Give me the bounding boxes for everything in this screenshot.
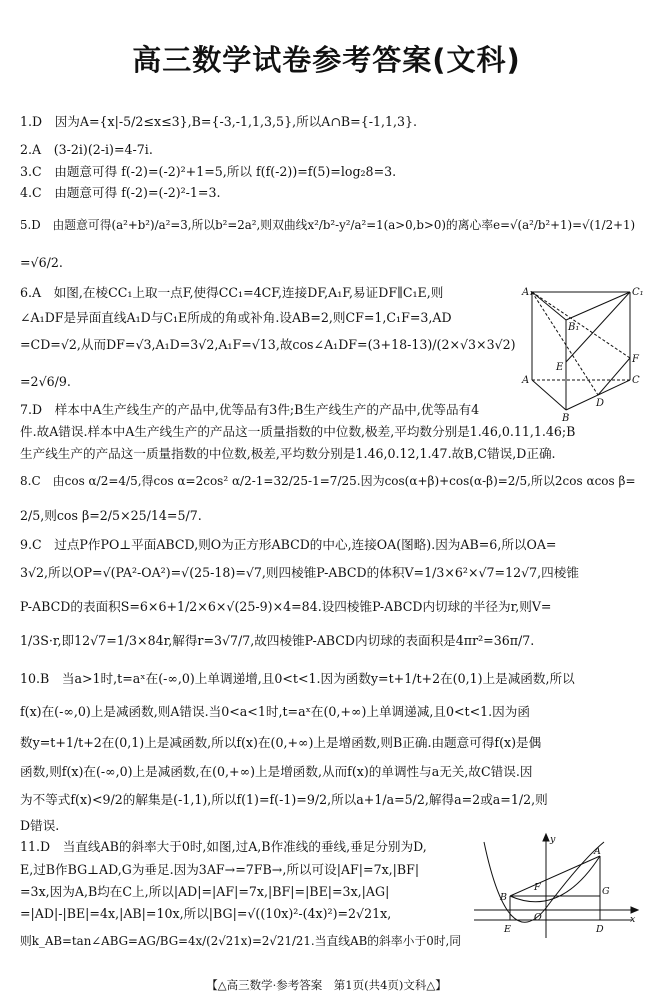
label-x: x <box>630 914 636 925</box>
answer-line: =|AD|-|BE|=4x,|AB|=10x,所以|BG|=√((10x)²-(4x)²)=2√21x, <box>20 906 392 921</box>
label-b: B <box>562 413 570 424</box>
label-c: C <box>632 375 640 386</box>
answer-line: =√6/2. <box>20 255 63 270</box>
answer-line: 件.故A错误.样本中A生产线生产的产品这一质量指数的中位数,极差,平均数分别是1.46,0.11,1.46;B <box>20 424 576 439</box>
prism-figure <box>522 282 642 422</box>
label-f: F <box>534 882 541 893</box>
answer-line: 3.C 由题意可得 f(-2)=(-2)²+1=5,所以 f(f(-2))=f(5)=log₂8=3. <box>20 164 397 179</box>
label-c1: C₁ <box>632 287 644 298</box>
parabola-figure <box>470 832 642 944</box>
answer-line: f(x)在(-∞,0)上是减函数,则A错误.当0<a<1时,t=aˣ在(0,+∞)上单调递减,且0<t<1.因为函 <box>20 704 530 719</box>
edge-b1c1 <box>566 292 630 320</box>
answer-line: 为不等式f(x)<9/2的解集是(-1,1),所以f(1)=f(-1)=9/2,所以a+1/a=5/2,解得a=2或a=1/2,则 <box>20 792 548 807</box>
answer-line: D错误. <box>20 818 60 833</box>
answer-line: 1/3S·r,即12√7=1/3×84r,解得r=3√7/7,故四棱锥P-ABCD内切球的表面积是4πr²=36π/7. <box>20 633 535 648</box>
answer-line: 2/5,则cos β=2/5×25/14=5/7. <box>20 508 202 523</box>
answer-line: 2.A (3-2i)(2-i)=4-7i. <box>20 142 153 157</box>
answer-line: 则k_AB=tan∠ABG=AG/BG=4x/(2√21x)=2√21/21.当直线AB的斜率小于0时,同 <box>20 934 462 948</box>
answer-line: 8.C 由cos α/2=4/5,得cos α=2cos² α/2-1=32/25-1=7/25.因为cos(α+β)+cos(α-β)=2/5,所以2cos αcos β= <box>20 474 636 488</box>
answer-line: 函数,则f(x)在(-∞,0)上是减函数,在(0,+∞)上是增函数,从而f(x)的单调性与a无关,故C错误.因 <box>20 764 533 779</box>
edge-a1b1 <box>532 292 566 320</box>
segment-df <box>598 358 630 395</box>
line-ab <box>510 856 600 896</box>
answer-line: 6.A 如图,在棱CC₁上取一点F,使得CC₁=4CF,连接DF,A₁F,易证DF∥C₁E,则 <box>20 285 444 300</box>
answer-line: 3√2,所以OP=√(PA²-OA²)=√(25-18)=√7,则四棱锥P-ABCD的体积V=1/3×6²×√7=12√7,四棱锥 <box>20 565 579 580</box>
answer-line: =CD=√2,从而DF=√3,A₁D=3√2,A₁F=√13,故cos∠A₁DF=(3+18-13)/(2×√3×3√2) <box>20 337 516 352</box>
segment-a1f <box>532 292 630 358</box>
label-e: E <box>556 362 564 373</box>
label-b1: B₁ <box>568 322 580 333</box>
answer-line: 11.D 当直线AB的斜率大于0时,如图,过A,B作准线的垂线,垂足分别为D, <box>20 839 427 854</box>
x-axis-arrow <box>631 907 638 913</box>
label-d: D <box>596 924 604 935</box>
edge-ab <box>532 380 566 410</box>
answer-line: 4.C 由题意可得 f(-2)=(-2)²-1=3. <box>20 185 221 200</box>
label-a: A <box>522 375 530 386</box>
answer-line: ∠A₁DF是异面直线A₁D与C₁E所成的角或补角.设AB=2,则CF=1,C₁F=3,AD <box>20 310 452 325</box>
label-d: D <box>596 398 605 409</box>
answer-line: 1.D 因为A={x|-5/2≤x≤3},B={-3,-1,1,3,5},所以A∩B={-1,1,3}. <box>20 114 418 129</box>
page-title: 高三数学试卷参考答案(文科) <box>132 43 521 77</box>
answer-line: 10.B 当a>1时,t=aˣ在(-∞,0)上单调递增,且0<t<1.因为函数y=t+1/t+2在(0,1)上是减函数,所以 <box>20 671 575 686</box>
answer-line: P-ABCD的表面积S=6×6+1/2×6×√(25-9)×4=84.设四棱锥P-ABCD内切球的半径为r,则V= <box>20 599 552 614</box>
page-footer: 【△高三数学·参考答案 第1页(共4页)文科△】 <box>206 978 447 992</box>
answer-line: 5.D 由题意可得(a²+b²)/a²=3,所以b²=2a²,则双曲线x²/b²-y²/a²=1(a>0,b>0)的离心率e=√(a²/b²+1)=√(1/2+1) <box>20 218 636 232</box>
label-g: G <box>602 886 610 897</box>
answer-line: 9.C 过点P作PO⊥平面ABCD,则O为正方形ABCD的中心,连接OA(图略).因为AB=6,所以OA= <box>20 537 557 552</box>
answer-line: =2√6/9. <box>20 374 71 389</box>
answer-line: 7.D 样本中A生产线生产的产品中,优等品有3件;B生产线生产的产品中,优等品有4 <box>20 402 480 417</box>
label-y: y <box>550 834 556 845</box>
answer-line: =3x,因为A,B均在C上,所以|AD|=|AF|=7x,|BF|=|BE|=3x,|AG| <box>20 884 390 899</box>
answer-line: 生产线生产的产品这一质量指数的中位数,极差,平均数分别是1.46,0.12,1.47.故B,C错误,D正确. <box>20 446 556 461</box>
label-f: F <box>632 354 639 365</box>
curve-arc <box>510 856 600 902</box>
label-b: B <box>500 892 507 903</box>
y-axis-arrow <box>543 834 549 841</box>
answer-line: 数y=t+1/t+2在(0,1)上是减函数,所以f(x)在(0,+∞)上是增函数,则B正确.由题意可得f(x)是偶 <box>20 735 542 750</box>
label-o: O <box>534 912 542 923</box>
label-e: E <box>504 924 511 935</box>
label-a: A <box>594 846 601 857</box>
label-a1: A₁ <box>522 287 534 298</box>
answer-line: E,过B作BG⊥AD,G为垂足.因为3AF→=7FB→,所以可设|AF|=7x,|BF| <box>20 862 420 877</box>
